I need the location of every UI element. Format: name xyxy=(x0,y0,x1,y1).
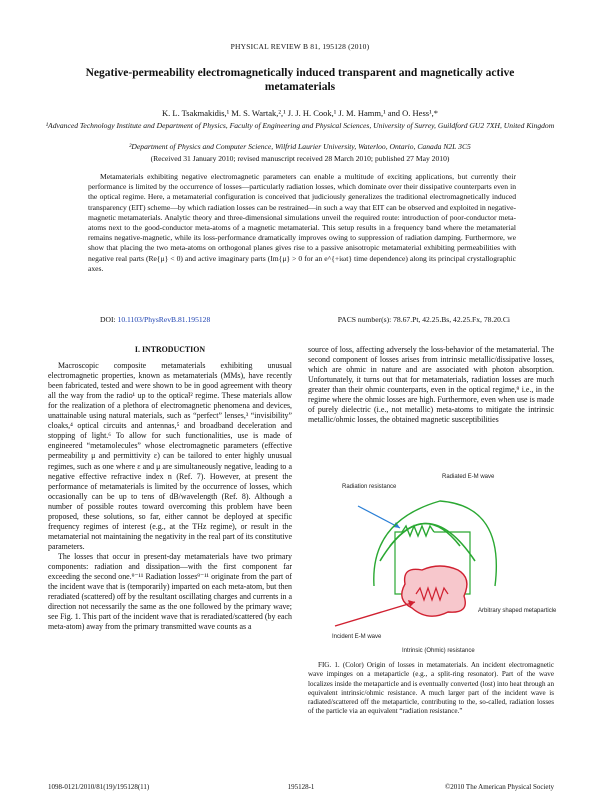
label-radiated-wave: Radiated E-M wave xyxy=(442,474,495,480)
affiliation-1: ¹Advanced Technology Institute and Department of Physics, Faculty of Engineering and Physical Sciences, University of Surrey, Guildford GU2 7XH, United Kingdom xyxy=(45,121,555,130)
affiliation-2: ²Department of Physics and Computer Science, Wilfrid Laurier University, Waterloo, Ontario, Canada N2L 3C5 xyxy=(129,142,471,151)
right-column xyxy=(308,345,554,425)
metaparticle-shape xyxy=(402,566,467,616)
incident-wave-arrow xyxy=(335,602,415,626)
label-radiation-resistance: Radiation resistance xyxy=(342,484,397,490)
paper-title: Negative-permeability electromagnetically induced transparent and magnetically active metamaterials xyxy=(85,67,515,93)
pacs-numbers: PACS number(s): 78.67.Pt, 42.25.Bs, 42.25.Fx, 78.20.Ci xyxy=(337,315,510,324)
intro-paragraph-1: Macroscopic composite metamaterials exhibiting unusual electromagnetic properties, known as metamaterials (MMs), have recently been fabricated, tested and were shown to be in good agreement with theory all the way from the radio¹ up to the optical² regime. These materials allow for the realization of a plethora of electromagnetic phenomena and devices, unattainable using natural materials, such as “perfect” lenses,³ “invisibility” cloaks,⁴ optical circuits and antennas,⁵ and broadband deceleration and stopping of light.⁶ To allow for such functionalities, use is made of engineered “metamolecules” whose electromagnetic parameters (effective permeability μ and permittivity ε) can be tailored to enter highly unusual regimes, such as one where ε and μ are simultaneously negative, leading to a negative effective refractive index n (Ref. 7). However, at present the performance of metamaterials is limited by the occurrence of losses, which occasionally can be up to tens of dB/wavelength (Ref. 8). Although a number of possible routes toward overcoming this problem have been proposed, these solutions, so far, either cannot be deployed at specific frequency regimes of interest (e.g., at the THz regime), or result in the metamaterial not maintaining the negativity in the real part of its constitutive parameters. xyxy=(48,361,292,551)
doi-label: DOI: xyxy=(100,315,116,324)
radiation-arrow xyxy=(358,506,400,528)
doi-pacs-line xyxy=(100,315,510,324)
label-incident-wave: Incident E-M wave xyxy=(332,634,382,640)
radiated-wave-arc-2 xyxy=(380,524,475,562)
radiation-resistor-icon xyxy=(402,526,434,536)
footer-copyright: ©2010 The American Physical Society xyxy=(444,783,554,791)
abstract: Metamaterials exhibiting negative electromagnetic parameters can enable a multitude of exciting applications, but currently their performance is limited by the occurrence of losses—particularly radiation losses, which dominate over their dissipative counterparts even in the optical regime. Here, a metamaterial configuration is conceived that judiciously generalizes the traditional electromagnetically induced transparency (EIT) scheme—by which radiation losses can be restrained—in such a way that EIT can be observed and exploited in negative-magnetic metamaterials. Analytic theory and three-dimensional simulations unveil the required route: introduction of poor-conductor meta-atoms next to the good-conductor meta-atoms of a magnetic metamaterial. This setup results in a frequency band where the metamaterial remains negative-magnetic, while its loss-performance dramatically improves owing to suppression of radiation damping. Furthermore, we show that placing the two meta-atoms on orthogonal planes gives rise to a passive anisotropic metamaterial exhibiting permeabilities with negative real parts (Re{μ} < 0) and active imaginary parts (Im{μ} > 0 for an e^{+iωt} time dependence) along its principal crystallographic axes. xyxy=(88,172,516,273)
right-column-paragraph: source of loss, affecting adversely the loss-behavior of the metamaterial. The second component of losses arises from intrinsic metallic/dissipative losses, which are ohmic in nature and are associated with photon absorption. Unfortunately, it turns out that for metamaterials, radiation losses are much greater than their ohmic counterparts, even in the optical regime,⁹ i.e., in the regime where the ohmic losses are high. Furthermore, even when use is made of purely dielectric (i.e., not metallic) meta-atoms to mitigate the intrinsic metallic/ohmic losses, the obtained magnetic susceptibilities xyxy=(308,345,554,425)
label-arbitrary-metaparticle: Arbitrary shaped metaparticle xyxy=(478,608,557,614)
section-heading: I. INTRODUCTION xyxy=(134,345,206,354)
figure-1 xyxy=(330,466,557,656)
label-intrinsic-resistance: Intrinsic (Ohmic) resistance xyxy=(402,648,475,654)
figure-1-caption: FIG. 1. (Color) Origin of losses in metamaterials. An incident electromagnetic wave impinges on a metaparticle (e.g., a split-ring resonator). Part of the wave localizes inside the metaparticle and is eventually converted (lost) into heat through an equivalent intrinsic/ohmic resistance. A much larger part of the incident wave is radiated/scattered off the metaparticle, contributing to the, so-called, radiation losses of the particle via an equivalent “radiation resistance.” xyxy=(308,661,554,716)
doi-link[interactable]: 10.1103/PhysRevB.81.195128 xyxy=(117,315,211,324)
footer-issn: 1098-0121/2010/81(19)/195128(11) xyxy=(48,783,150,791)
author-list: K. L. Tsakmakidis,¹ M. S. Wartak,²,¹ J. J. H. Cook,¹ J. M. Hamm,¹ and O. Hess¹,* xyxy=(161,108,438,118)
footer-page-number: 195128-1 xyxy=(287,783,315,791)
received-dates: (Received 31 January 2010; revised manuscript received 28 March 2010; published 27 May 2010) xyxy=(150,154,450,163)
intro-paragraph-2: The losses that occur in present-day metamaterials have two primary components: radiation and dissipation—with the first component far exceeding the second one.⁹⁻¹¹ Radiation losses⁹⁻¹¹ originate from the part of the incident wave that is (temporarily) imparted on each meta-atom, but then reradiated (scattered) off by the resultant oscillating charges and currents in a direction not necessarily the same as the one followed by the primary wave; see Fig. 1. This part of the incident wave that is reradiated/scattered (by each meta-atom) away from the primary transmitted wave counts as a xyxy=(48,551,292,632)
journal-header: PHYSICAL REVIEW B 81, 195128 (2010) xyxy=(230,42,370,51)
left-column xyxy=(48,345,292,632)
